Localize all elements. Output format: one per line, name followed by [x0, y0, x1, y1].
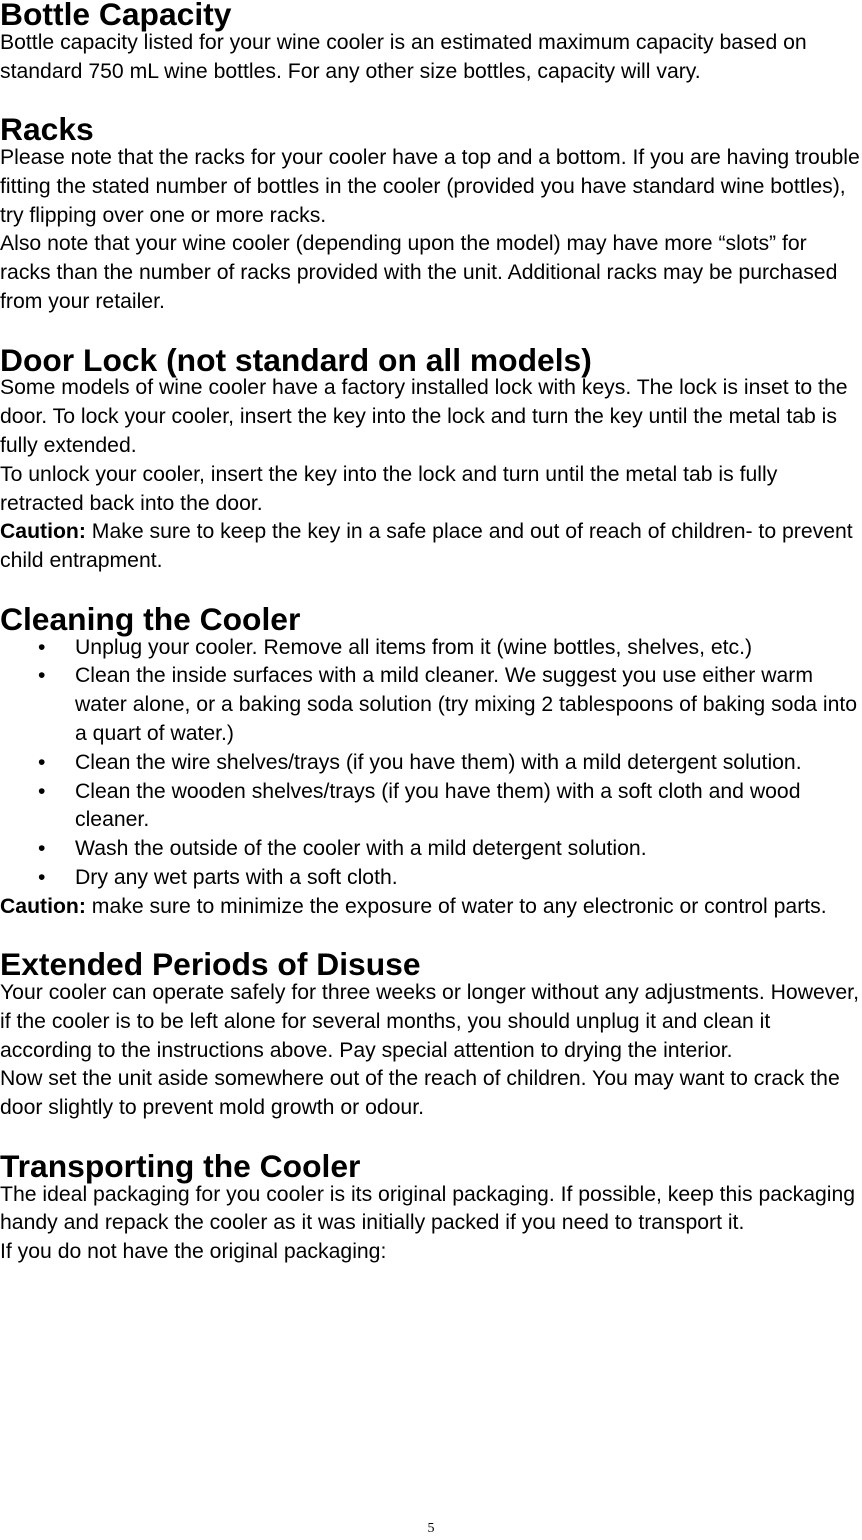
list-item	[0, 634, 862, 663]
section-heading-racks: Racks	[0, 111, 94, 148]
list-item-text: Clean the wire shelves/trays (if you have them) with a mild detergent solution.	[75, 750, 802, 774]
caution-text: make sure to minimize the exposure of water to any electronic or control parts.	[85, 894, 827, 918]
section-heading-cleaning: Cleaning the Cooler	[0, 600, 301, 637]
bullet-icon: •	[38, 635, 46, 659]
section-heading-bottle-capacity: Bottle Capacity	[0, 0, 232, 32]
list-item-text: Clean the wooden shelves/trays (if you have them) with a soft cloth and wood cleaner.	[75, 779, 801, 832]
list-item	[0, 778, 862, 836]
bullet-icon: •	[38, 779, 46, 803]
list-item	[0, 864, 862, 893]
bullet-icon: •	[38, 837, 46, 861]
caution-text: Make sure to keep the key in a safe place and out of reach of children- to prevent child entrapment.	[0, 520, 853, 573]
disuse-paragraph-2: Now set the unit aside somewhere out of the reach of children. You may want to crack the door slightly to prevent mold growth or odour.	[0, 1067, 840, 1120]
section-heading-door-lock: Door Lock (not standard on all models)	[0, 341, 592, 378]
disuse-paragraph-1: Your cooler can operate safely for three weeks or longer without any adjustments. However, if the cooler is to be left alone for several months, you should unplug it and clean it according to the instructions above. Pay special attention to drying the interior.	[0, 981, 859, 1062]
bullet-icon: •	[38, 865, 46, 889]
list-item	[0, 662, 862, 748]
list-item	[0, 835, 862, 864]
list-item-text: Clean the inside surfaces with a mild cleaner. We suggest you use either warm water alone, or a baking soda solution (try mixing 2 tablespoons of baking soda into a quart of water.)	[75, 664, 858, 745]
list-item-text: Unplug your cooler. Remove all items from it (wine bottles, shelves, etc.)	[75, 635, 753, 659]
list-item-text: Dry any wet parts with a soft cloth.	[75, 865, 398, 889]
racks-paragraph-2: Also note that your wine cooler (depending upon the model) may have more “slots” for racks than the number of racks provided with the unit. Additional racks may be purchased from your retailer.	[0, 232, 838, 313]
caution-label: Caution:	[0, 894, 86, 918]
door-lock-paragraph-2: To unlock your cooler, insert the key into the lock and turn until the metal tab is fully retracted back into the door.	[0, 462, 778, 515]
bullet-icon: •	[38, 664, 46, 688]
cleaning-caution	[0, 893, 862, 922]
spacer	[0, 86, 862, 115]
racks-paragraph-1: Please note that the racks for your cooler have a top and a bottom. If you are having trouble fitting the stated number of bottles in the cooler (provided you have standard wine bottles), try flipping over one or more racks.	[0, 145, 860, 227]
transporting-paragraph-1: The ideal packaging for you cooler is its original packaging. If possible, keep this packaging handy and repack the cooler as it was initially packed if you need to transport it.	[0, 1182, 856, 1235]
cleaning-steps-list	[0, 634, 862, 893]
section-heading-transporting: Transporting the Cooler	[0, 1147, 361, 1184]
transporting-paragraph-2: If you do not have the original packaging:	[0, 1240, 387, 1264]
door-lock-caution	[0, 518, 862, 576]
bullet-icon: •	[38, 750, 46, 774]
door-lock-paragraph-1: Some models of wine cooler have a factory installed lock with keys. The lock is inset to the door. To lock your cooler, insert the key into the lock and turn the key until the metal tab is fully extended.	[0, 376, 848, 457]
bottle-capacity-paragraph: Bottle capacity listed for your wine cooler is an estimated maximum capacity based on standard 750 mL wine bottles. For any other size bottles, capacity will vary.	[0, 30, 807, 83]
section-heading-disuse: Extended Periods of Disuse	[0, 946, 421, 983]
list-item-text: Wash the outside of the cooler with a mild detergent solution.	[75, 837, 647, 861]
caution-label: Caution:	[0, 520, 86, 544]
page-number: 5	[427, 1521, 435, 1536]
list-item	[0, 749, 862, 778]
